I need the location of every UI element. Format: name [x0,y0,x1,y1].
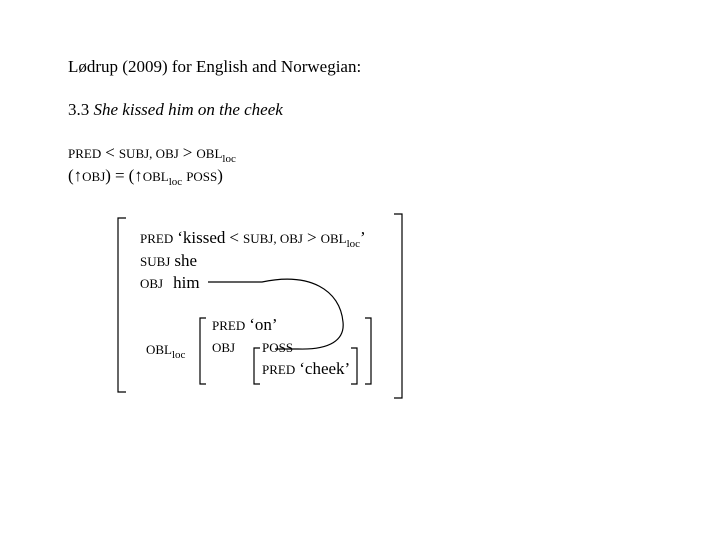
rule-2-obj: OBJ [82,169,106,184]
rule-2-lpar2: ( [128,166,135,185]
rule-1-lt: < [105,143,115,162]
fs-obl-attr-sub: loc [172,349,186,361]
fs-obj-attr: OBJ [140,276,164,291]
fs-pred-value: ‘kissed [177,228,226,247]
obl-right-bracket [365,318,371,384]
fs-subj-value: she [174,251,198,270]
obl-left-bracket [200,318,206,384]
rule-2-poss: POSS [186,169,218,184]
fs-pred-attr: PRED [140,231,174,246]
structure-sharing-line [208,279,343,349]
rule-1-args: SUBJ, OBJ [118,146,179,161]
outer-left-bracket [118,218,126,392]
rule-2-rpar2: ) [217,166,223,185]
rule-1-gt: > [182,143,193,162]
example-number: 3.3 [68,100,90,119]
rule-1-obl-sub: loc [222,153,236,165]
rule-2-rpar: ) [105,166,111,185]
up-arrow-icon: ↑ [73,166,83,185]
rule-2-lpar: ( [68,166,74,185]
example-sentence: She kissed him on the cheek [93,100,283,119]
fs-obl-obj-attr: OBJ [212,340,236,355]
fs-pred-gt: > [306,228,317,247]
fs-pred-close: ’ [360,228,366,247]
fs-obl-pred-attr: PRED [212,318,246,333]
outer-right-bracket [394,214,402,398]
fs-obl-pred-value: ‘on’ [249,315,278,334]
fs-subj-attr: SUBJ [140,254,171,269]
rule-1-obl: OBL [196,146,223,161]
fs-pred-lt: < [229,228,239,247]
fs-pred-obl: OBL [320,231,347,246]
fs-pred-args: SUBJ, OBJ [243,231,303,246]
fs-obl-attr-label: OBL [146,342,172,357]
up-arrow-icon: ↑ [134,166,143,185]
fs-cheek-pred-value: ‘cheek’ [299,359,351,378]
fs-obj-value: him [173,273,200,292]
rule-2-eq: = [114,166,125,185]
rule-2-obl-sub: loc [168,176,183,188]
fs-pred-obl-sub: loc [346,238,361,250]
cheek-right-bracket [351,348,357,384]
page-title: Lødrup (2009) for English and Norwegian: [68,57,362,76]
cheek-left-bracket [254,348,260,384]
rule-1-pred: PRED [68,146,102,161]
rule-2-obl: OBL [142,169,169,184]
fs-cheek-pred-attr: PRED [262,362,296,377]
fs-poss-attr: POSS [262,340,294,355]
